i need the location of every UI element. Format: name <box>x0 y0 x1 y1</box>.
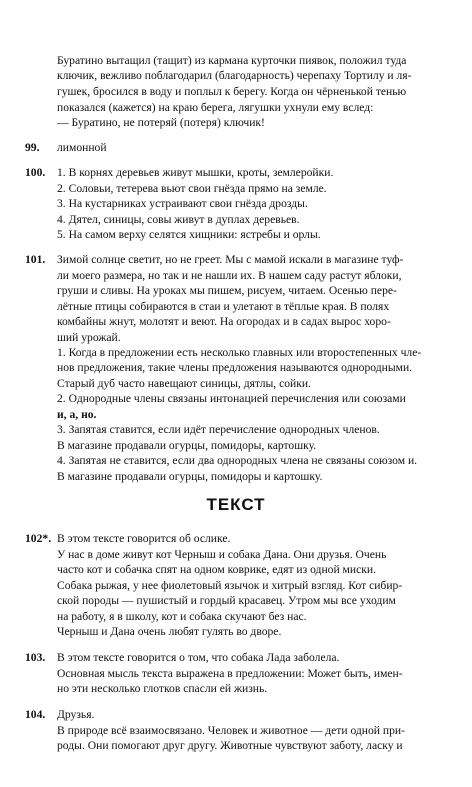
top-line-1: Буратино вытащил (тащит) из кармана курточки пиявок, положил туда <box>57 54 407 67</box>
top-line-5: — Буратино, не потеряй (потеря) ключик! <box>57 116 265 129</box>
exercise-99-answer: лимонной <box>57 141 107 154</box>
exercise-number-104: 104. <box>25 708 46 721</box>
ex103-line-2: Основная мысль текста выражена в предложении: Может быть, имен- <box>57 667 403 680</box>
ex103-line-3: но эти несколько глотков спасли ей жизнь. <box>57 682 268 695</box>
ex102-line-1: В этом тексте говорится об ослике. <box>57 532 231 545</box>
ex101-line-7: 1. Когда в предложении есть несколько главных или второстепенных чле- <box>57 346 422 359</box>
ex101-line-1: Зимой солнце светит, но не греет. Мы с мамой искали в магазине туф- <box>57 253 404 266</box>
ex100-line-5: 5. На самом верху селятся хищники: ястребы и орлы. <box>57 228 321 241</box>
ex103-line-1: В этом тексте говорится о том, что собака Лада заболела. <box>57 651 340 664</box>
top-line-4: показался (кажется) на краю берега, лягушки ухнули ему вслед: <box>57 101 374 114</box>
top-line-3: гушек, бросился в воду и поплыл к берегу. Когда он чёрненькой тенью <box>57 85 407 98</box>
ex100-line-3: 3. На кустарниках устраивают свои гнёзда дрозды. <box>57 197 308 210</box>
exercise-number-101: 101. <box>25 253 46 266</box>
ex101-line-3: груши и сливы. На уроках мы пишем, рисуем, читаем. Осенью пере- <box>57 284 397 297</box>
ex102-line-5: ской породы — пушистый и гордый красавец. Утром мы все уходим <box>57 594 396 607</box>
ex101-line-8: нов предложения, такие члены предложения называются однородными. <box>57 361 413 374</box>
ex101-line-5: комбайны жнут, молотят и веют. На огородах и в садах вырос хоро- <box>57 315 391 328</box>
ex102-line-4: Собака рыжая, у нее фиолетовый язычок и хитрый взгляд. Кот сибир- <box>57 579 403 592</box>
ex100-line-4: 4. Дятел, синицы, совы живут в дуплах деревьев. <box>57 213 300 226</box>
ex100-line-1: 1. В корнях деревьев живут мышки, кроты, землеройки. <box>57 166 334 179</box>
exercise-number-99: 99. <box>25 141 40 154</box>
ex101-line-4: лётные птицы собираются в стаи и улетают в тёплые края. В полях <box>57 300 390 313</box>
exercise-number-102: 102*. <box>25 532 52 545</box>
ex102-line-6: на работу, я в школу, кот и собака скучают без нас. <box>57 610 307 623</box>
ex101-line-15: В магазине продавали огурцы, помидоры и картошку. <box>57 470 323 483</box>
ex101-line-12: 3. Запятая ставится, если идёт перечисление однородных членов. <box>57 423 380 436</box>
ex104-line-3: роды. Они помогают друг другу. Животные чувствуют заботу, ласку и <box>57 739 403 752</box>
top-line-2: ключик, вежливо поблагодарил (благодарность) черепаху Тортилу и ля- <box>57 69 412 82</box>
section-heading: ТЕКСТ <box>206 495 266 514</box>
ex101-line-13: В магазине продавали огурцы, помидоры, картошку. <box>57 439 317 452</box>
ex101-line-11: и, а, но. <box>57 408 97 421</box>
ex104-line-1: Друзья. <box>57 708 95 721</box>
ex101-line-14: 4. Запятая не ставится, если два однородных члена не связаны союзом и. <box>57 454 418 467</box>
ex102-line-3: часто кот и собачка спят на одном коврике, едят из одной миски. <box>57 563 376 576</box>
exercise-number-100: 100. <box>25 166 46 179</box>
ex101-line-2: ли моего размера, но так и не нашли их. В нашем саду растут яблоки, <box>57 269 402 282</box>
exercise-number-103: 103. <box>25 651 46 664</box>
ex104-line-2: В природе всё взаимосвязано. Человек и животное — дети одной при- <box>57 724 405 737</box>
ex101-line-6: ший урожай. <box>57 331 121 344</box>
ex102-line-7: Черныш и Дана очень любят гулять во дворе. <box>57 625 282 638</box>
ex100-line-2: 2. Соловьи, тетерева вьют свои гнёзда прямо на земле. <box>57 182 327 195</box>
ex101-line-9: Старый дуб часто навещают синицы, дятлы, сойки. <box>57 377 311 390</box>
ex102-line-2: У нас в доме живут кот Черныш и собака Дана. Они друзья. Очень <box>57 548 387 561</box>
ex101-line-10: 2. Однородные члены связаны интонацией перечисления или союзами <box>57 392 406 405</box>
